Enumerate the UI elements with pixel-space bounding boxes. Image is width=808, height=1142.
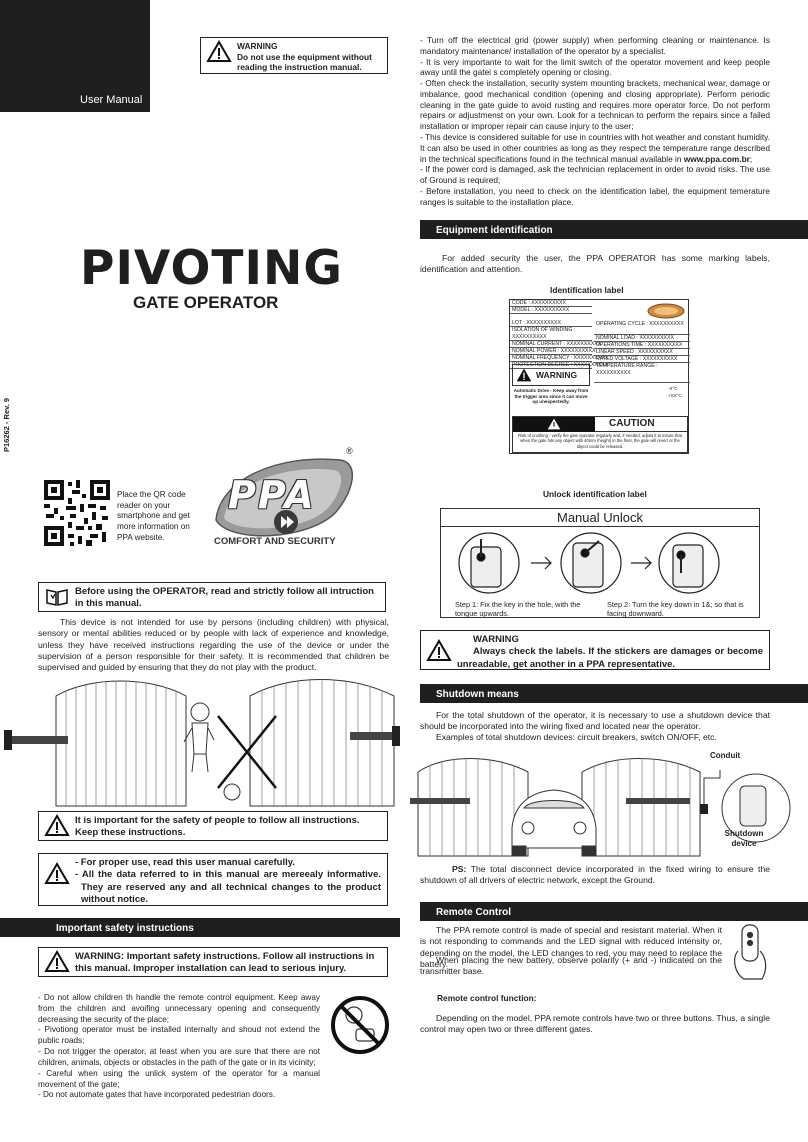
remote-control-hand-icon (728, 921, 772, 983)
caution-icon (547, 418, 561, 430)
label-caution-text: Risk of crushing - verify the gate operator regularly and, if needed, adjust it to insure that when the gate hits any object with 40mm (height) in the floor, the gate will revert or the object could be released. (518, 433, 682, 449)
labels-warning-box (420, 630, 770, 670)
warning-icon (207, 41, 231, 62)
safety-item: - This device is considered suitable for use in countries with hot weather and constant humidity. It can also be used in other countries as long as they respect the temperature range described in the technical specifications found in the technical manual available in www.ppa.com.br; (420, 132, 770, 164)
user-manual-label: User Manual (80, 94, 143, 106)
label-row: LINEAR SPEED : XXXXXXXXXX (594, 349, 690, 356)
warning-icon (516, 368, 532, 382)
safety-item: - Before installation, you need to check on the identification label, the equipment temerature ranges is suitable to the installation place. (420, 185, 770, 207)
unlock-step-2: Step 2: Turn the key down in 1&; so that is facing downward. (607, 600, 744, 618)
safety-item: - If the power cord is damaged, ask the technician replacement in order to avoid risks. The use of Ground is required; (420, 164, 770, 186)
qr-instructions: Place the QR code reader on your smartphone and get more information on PPA website. (117, 490, 190, 542)
gates-children-illustration (0, 668, 400, 808)
proper-use-line-1: - For proper use, read this user manual carefully. (75, 857, 295, 868)
label-row: NOMINAL FREQUENCY : XXXXXXXXXX (512, 355, 609, 361)
shutdown-ps-text: The total disconnect device incorporated in the fixed wiring to ensure the shutdown of all drivers of electric network, except the Ground. (420, 864, 771, 886)
unlock-step-1: Step 1: Fix the key in the hole, with the tongue upwards. (455, 600, 581, 618)
identification-label-card (509, 299, 689, 454)
safety-item: - Careful when using the unlick system of the operator for a manual movement of the gate; (38, 1068, 320, 1089)
safety-item: - It is very importante to wait for the limit switch of the operator movement and keep people away until the gatei s completely opening or closing. (420, 56, 770, 78)
equipment-bar: Equipment identification (420, 220, 808, 239)
label-row: CODE : XXXXXXXXXX (510, 300, 592, 307)
shutdown-text-2: Examples of total shutdown devices: circuit breakers, switch ON/OFF, etc. (436, 732, 717, 742)
safety-item: - Often check the installation, security system mounting brackets, mechanical wear, damage or imbalance, good mechanical condition (opening and closing appropriate). Perform periodic cleaning in the gate guide to avoid rusting and requires more operator force. Do not perform repairs or adjustmenst on your own. Look for a technican to perform the repairs since a failed installation or improper repair can cause injury to the user; (420, 78, 770, 132)
ppa-mini-logo (646, 303, 686, 319)
remote-text-2: When placing the new battery, observe polarity (+ and -) indicated on the transmitter base. (420, 955, 722, 977)
important-warning-box (38, 811, 388, 841)
shutdown-ps (420, 864, 770, 887)
label-row: OPERATING CYCLE : XXXXXXXXXX (594, 321, 690, 335)
equipment-text: For added security the user, the PPA OPERATOR has some marking labels, identification and attention. (420, 253, 770, 275)
safety-item: - Do not allow children th handle the remote control equipment. Keep away from the children and avoifing unnecessary opening and consequently decreasing the security of the place; (38, 993, 320, 1024)
header-warning-title: WARNING (237, 41, 278, 51)
warning-icon (427, 640, 451, 661)
proper-use-box (38, 853, 388, 906)
shutdown-device-label: Shutdown device (724, 829, 764, 848)
safety-item: - Do not automate gates that have incorporated pedestrian doors. (38, 1090, 276, 1100)
no-children-icon (330, 995, 390, 1055)
warning-icon (45, 863, 69, 884)
temp-min: -X°C (668, 386, 678, 391)
remote-function-title: Remote control function: (437, 993, 537, 1003)
important-warning-text: It is important for the safety of people to follow all instructions. Keep these instructions. (75, 815, 360, 839)
shutdown-bar: Shutdown means (420, 684, 808, 703)
shutdown-text-1: For the total shutdown of the operator, it is necessary to use a shutdown device that should be incorporated into the wiring fixed and located near the operator. (420, 710, 770, 732)
safety-warning-text: WARNING: Important safety instructions. Follow all instructions in this manual. Improper installation can lead to serious injury. (75, 951, 375, 975)
ppa-logo-text: PPA (228, 473, 316, 517)
manual-unlock-card (440, 508, 760, 618)
before-using-box (38, 582, 386, 612)
book-icon (45, 586, 69, 607)
shutdown-ps-label: PS: (452, 864, 467, 874)
remote-function-text: Depending on the model, PPA remote controls have two or three buttons. Thus, a single control may open two or three different gates. (420, 1013, 770, 1035)
unlock-label-title: Unlock identification label (543, 489, 647, 499)
website-link[interactable]: www.ppa.com.br (683, 153, 750, 164)
label-row: TEMPERATURE RANGE : XXXXXXXXXX (594, 363, 690, 383)
page-subtitle: GATE OPERATOR (133, 293, 279, 312)
temp-max: +XX°C (668, 393, 682, 399)
identification-label-title: Identification label (550, 285, 624, 295)
registered-mark: ® (346, 446, 353, 456)
qr-code (44, 480, 110, 546)
page-title: PIVOTING (80, 241, 343, 296)
label-warning-text: Automatic Drive - Keep away from the trigger area since it can move up unexpectedly. (513, 388, 589, 405)
before-using-title: Before using the OPERATOR, read and strictly follow all intruction in this manual. (75, 586, 374, 610)
label-row: ISOLATION OF WINDING : XXXXXXXXXX (510, 327, 592, 341)
remote-bar: Remote Control (420, 902, 808, 921)
label-row: NOMINAL LOAD : XXXXXXXXXX (594, 335, 690, 342)
label-row: RATED VOLTAGE : XXXXXXXXXX (594, 356, 690, 363)
safety-item: - Pivotiong operator must be installed internally and shoud not extend the public roads; (38, 1025, 320, 1046)
label-row: MODEL : XXXXXXXXXX (510, 307, 592, 314)
labels-warning-title: WARNING (473, 634, 519, 645)
unlock-step-illustrations (441, 529, 761, 599)
warning-icon (45, 815, 69, 836)
manual-unlock-title: Manual Unlock (441, 509, 759, 527)
conduit-label: Conduit (710, 751, 741, 760)
before-using-text: This device is not intended for use by persons (including children) with physical, sensory or mental abilities reduced or by people with lack of experience and knowledge, unless they have received instructions regarding the use of the device or under the supervision of a person responsible for their safety. It is recommended that children be supervised and guided by ensuring that they do not play with the product. (38, 617, 389, 673)
remote-text-1: The PPA remote control is made of special and resistant material. When it is not responding to commands and the LED signal with reduced intensity or, depending on the model, the LED changes to red, you may need to replace the battery. (420, 925, 722, 970)
labels-warning-text: Always check the labels. If the stickers are damages or become unreadable, get another in a PPA representative. (457, 646, 763, 670)
label-row: PROTECTION DEGREE : XXXXXXXXXX (512, 362, 609, 368)
header-warning-text: Do not use the equipment without reading the instruction manual. (237, 51, 372, 72)
safety-item: - Do not trigger the operator, at least when you are sure that there are not children, animals, objects or obstacles in the path of the gate or in its vicinity; (38, 1047, 320, 1067)
warning-icon (45, 951, 69, 972)
safety-warning-box (38, 947, 388, 977)
label-row: OPERATIONS TIME : XXXXXXXXXX (594, 342, 690, 349)
label-row: LOT : XXXXXXXXXX (510, 320, 592, 327)
label-warning: WARNING (536, 369, 578, 380)
doc-code: P16262 - Rev. 9 (2, 397, 12, 452)
label-row: NOMINAL POWER : XXXXXXXXXX (512, 348, 596, 354)
safety-bar: Important safety instructions (0, 918, 400, 937)
label-row: NOMINAL CURRENT : XXXXXXXXXX (512, 341, 602, 347)
header-warning (200, 37, 388, 74)
safety-item: - Turn off the electrical grid (power supply) when performing cleaning or maintenance. Is mandatory maintenance/ installation of the operator by a specialist. (420, 35, 770, 56)
brand-tagline: COMFORT AND SECURITY (214, 536, 336, 547)
label-caution: CAUTION (609, 417, 655, 429)
proper-use-line-2: - All the data referred to in this manual are mereealy informative. They are reserved any and all technical changes to the product without notice. (75, 869, 381, 906)
safety-list (38, 993, 320, 1101)
right-top-text (420, 35, 770, 208)
